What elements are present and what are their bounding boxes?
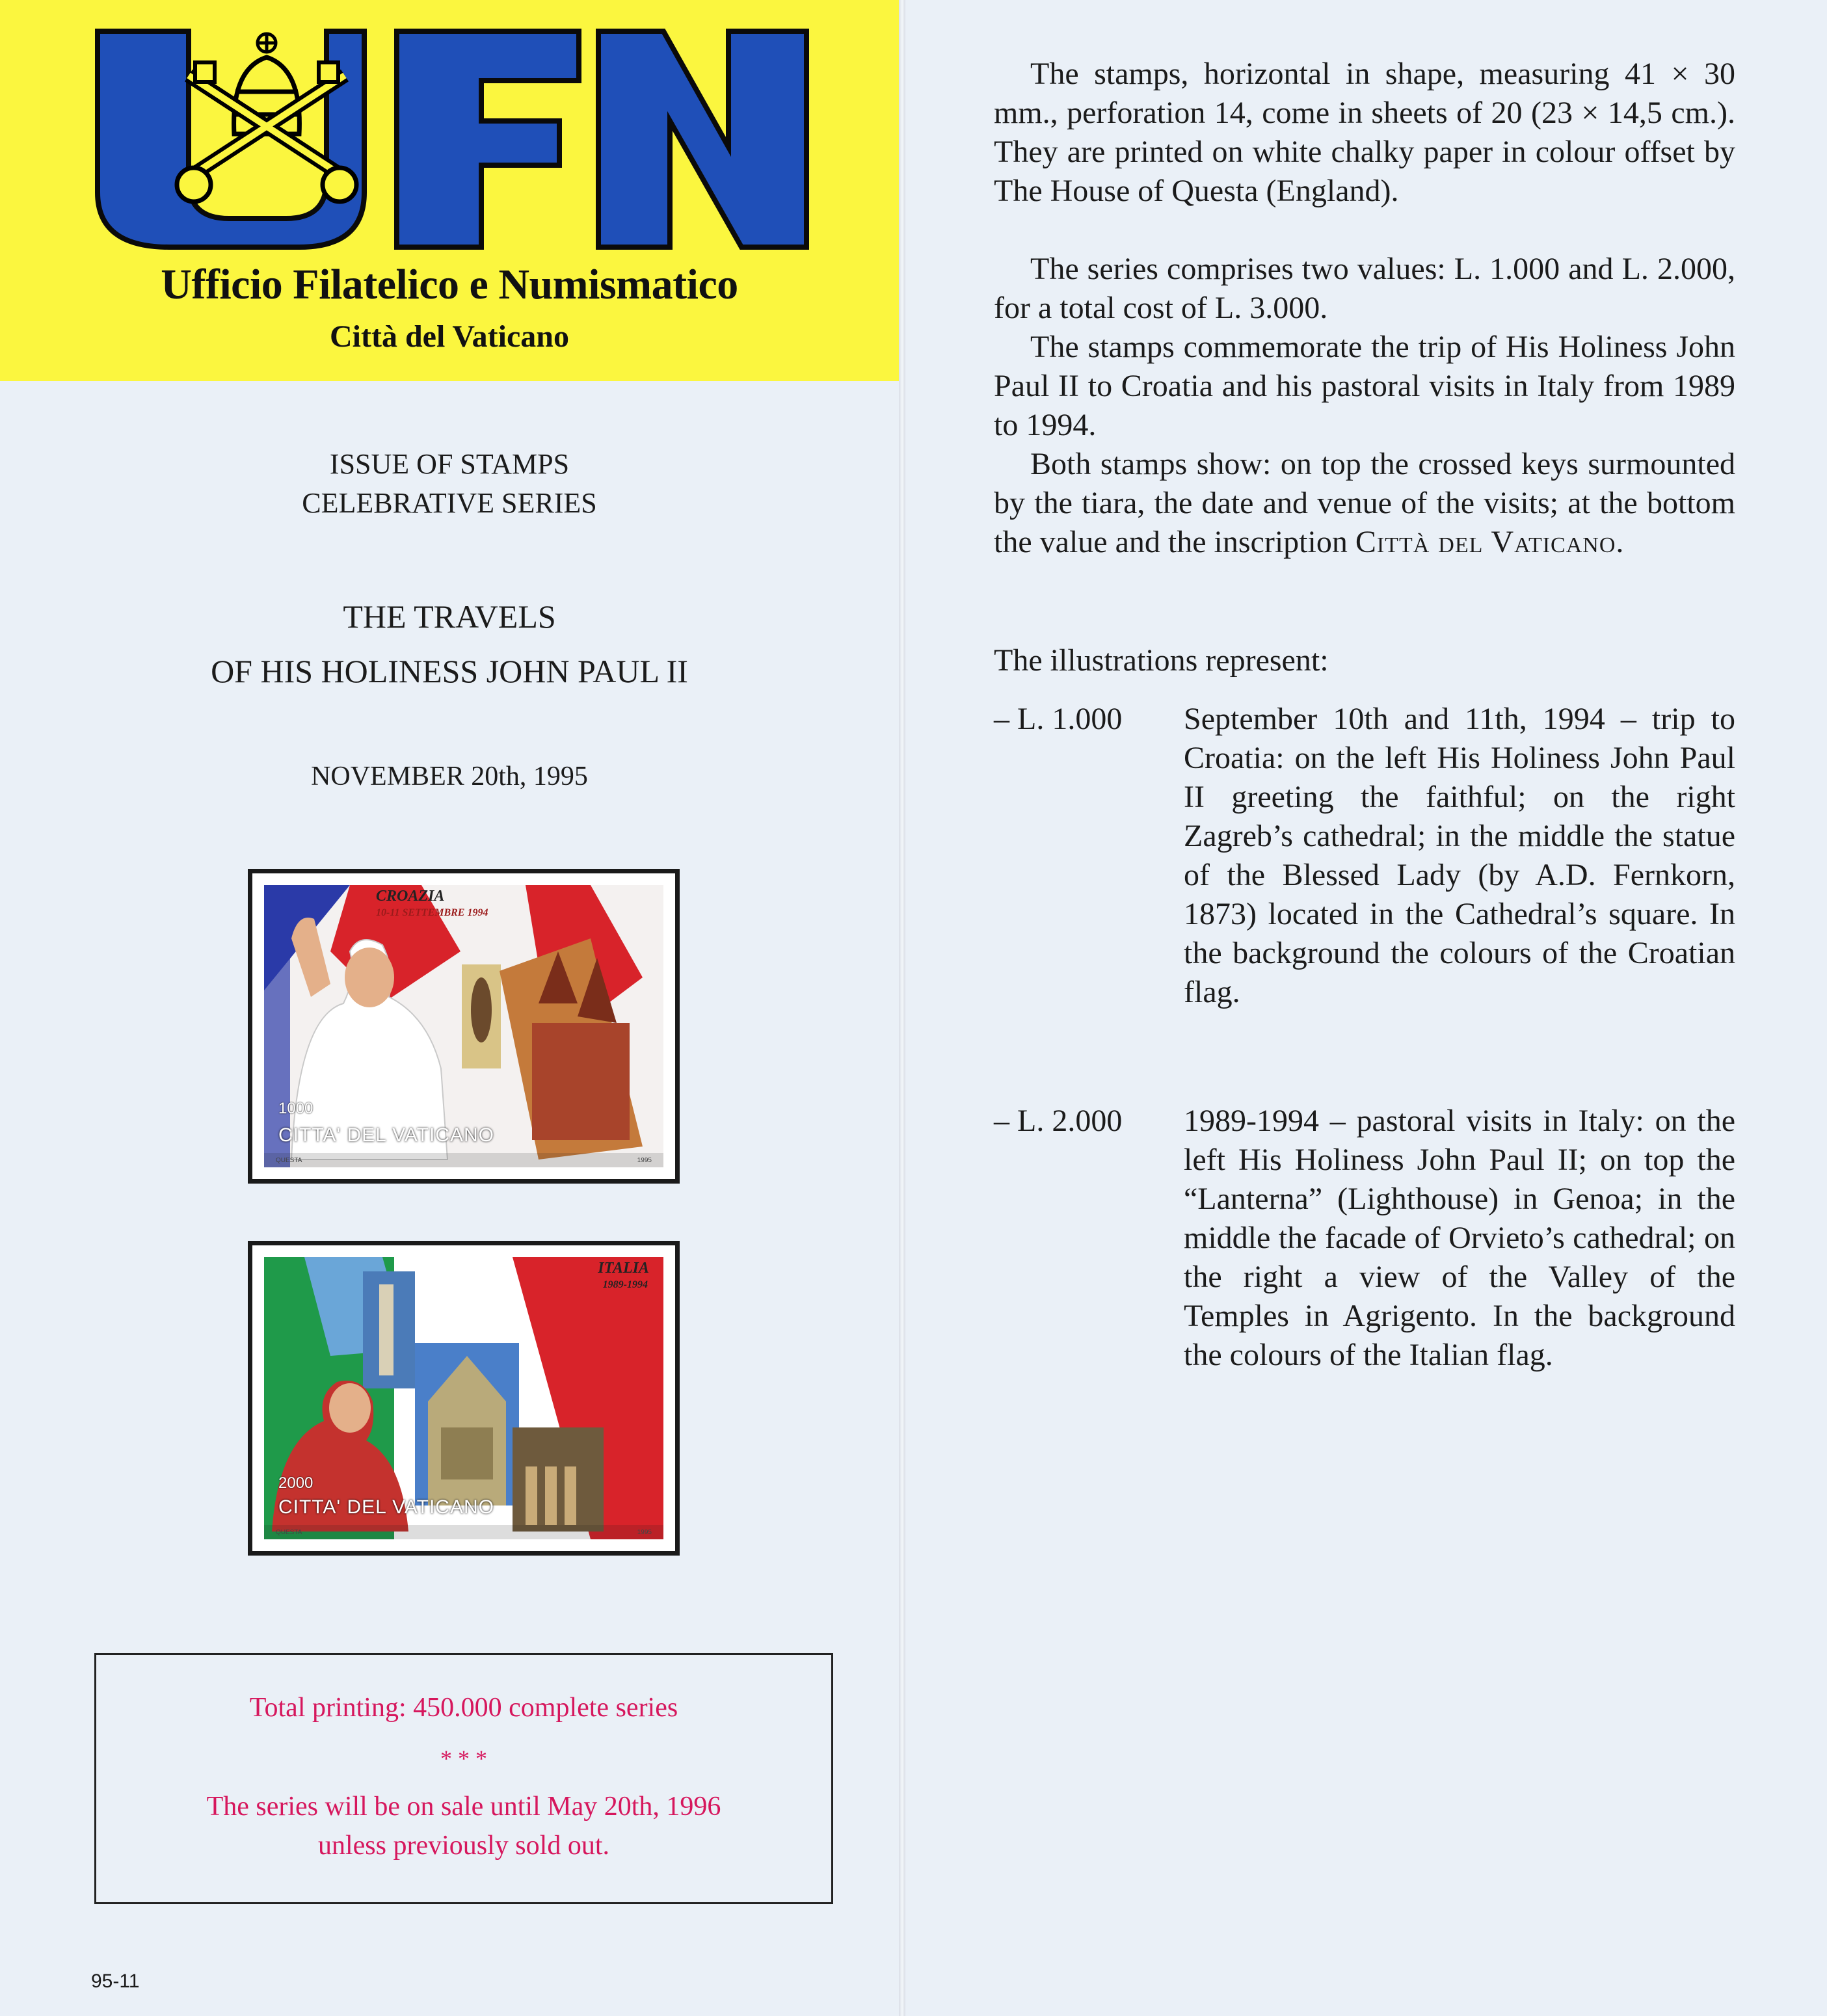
title-line-1: THE TRAVELS — [343, 598, 556, 635]
illustrations-intro: The illustrations represent: — [994, 643, 1329, 678]
stamp-croatia-year: 1995 — [637, 1157, 652, 1164]
design-end: . — [1616, 525, 1624, 559]
stamp-croatia-value: 1000 — [278, 1100, 313, 1117]
title-line-2: OF HIS HOLINESS JOHN PAUL II — [211, 653, 688, 689]
stamp-croatia — [248, 869, 680, 1184]
stamp-croatia-country: CROAZIA — [376, 888, 445, 905]
leaflet-code: 95-11 — [91, 1970, 140, 1992]
sale-line-1: The series will be on sale until May 20th, 1996 — [206, 1792, 721, 1822]
entry-label-1000: – L. 1.000 — [994, 702, 1123, 736]
org-city: Città del Vaticano — [329, 319, 569, 354]
stamp-italy-country: ITALIA — [598, 1260, 649, 1277]
entry-text-2000: 1989-1994 – pastoral visits in Italy: on the left His Holiness John Paul II; on top the “Lanterna” (Lighthouse) in Genoa; in the middle the facade of Orvieto’s cathedral; on the right a view of the Valley of the Temples in Agrigento. In the background the colours of the Italian flag. — [1184, 1104, 1735, 1372]
page-fold — [899, 0, 905, 2016]
stamp-italy-caption: CITTA' DEL VATICANO — [278, 1496, 494, 1518]
printing-info-box — [94, 1653, 833, 1904]
stamp-croatia-caption: CITTA' DEL VATICANO — [278, 1124, 494, 1146]
issue-date: NOVEMBER 20th, 1995 — [311, 762, 588, 791]
issue-line-1: ISSUE OF STAMPS — [329, 448, 570, 480]
stamp-croatia-printer: QUESTA — [276, 1157, 302, 1164]
stamp-italy-printer: QUESTA — [276, 1529, 302, 1536]
series-title — [0, 589, 899, 698]
issue-line-2: CELEBRATIVE SERIES — [302, 487, 597, 519]
total-printing: Total printing: 450.000 complete series — [249, 1693, 678, 1723]
paragraph-values: The series comprises two values: L. 1.000 and L. 2.000, for a total cost of L. 3.000. — [994, 252, 1735, 325]
paragraph-specs: The stamps, horizontal in shape, measuring 41 × 30 mm., perforation 14, come in sheets of 20 (23 × 14,5 cm.). They are printed on white chalky paper in colour offset by The House of Questa (England). — [994, 57, 1735, 208]
separator-asterisks: * * * — [440, 1745, 487, 1771]
header-banner — [0, 0, 899, 381]
design-text: Both stamps show: on top the crossed keys surmounted by the tiara, the date and venue of the visits; at the bottom the value and the inscription — [994, 447, 1735, 559]
entry-text-1000: September 10th and 11th, 1994 – trip to Croatia: on the left His Holiness John Paul II greeting the faithful; on the right Zagreb’s cathedral; in the middle the statue of the Blessed Lady (by A.D. Fernkorn, 1873) located in the Cathedral’s square. In the background the colours of the Croatian flag. — [1184, 702, 1735, 1009]
org-name: Ufficio Filatelico e Numismatico — [161, 261, 738, 308]
stamp-italy-dates: 1989-1994 — [602, 1279, 648, 1290]
issue-heading — [0, 445, 899, 523]
sale-line-2: unless previously sold out. — [318, 1831, 609, 1861]
stamp-italy — [248, 1241, 680, 1556]
stamp-italy-year: 1995 — [637, 1529, 652, 1536]
ufn-logo — [91, 23, 813, 255]
paragraph-commemorate: The stamps commemorate the trip of His Holiness John Paul II to Croatia and his pastoral visits in Italy from 1989 to 1994. — [994, 330, 1735, 442]
stamp-croatia-dates: 10-11 SETTEMBRE 1994 — [376, 907, 488, 918]
stamp-italy-value: 2000 — [278, 1474, 313, 1492]
design-inscription: Città del Vaticano — [1355, 525, 1616, 559]
paragraph-design — [994, 445, 1735, 562]
entry-label-2000: – L. 2.000 — [994, 1104, 1123, 1138]
